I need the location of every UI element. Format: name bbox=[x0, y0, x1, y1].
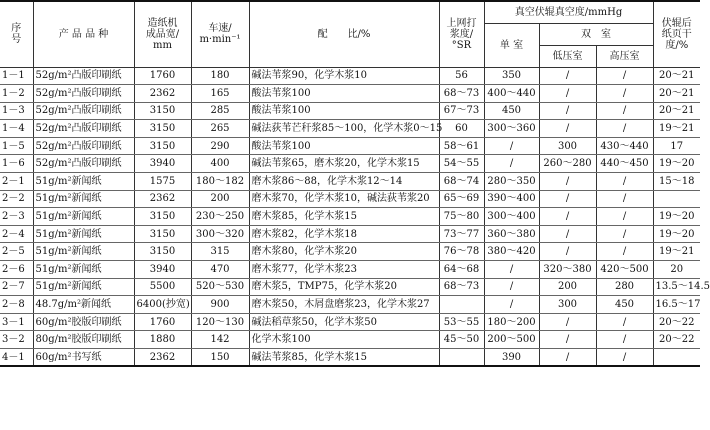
cell-width: 2362 bbox=[134, 190, 191, 208]
cell-width: 5500 bbox=[134, 278, 191, 296]
cell-dryness bbox=[653, 349, 700, 367]
table-row bbox=[0, 120, 700, 138]
cell-seq: 1－6 bbox=[0, 155, 33, 173]
cell-dryness: 19～21 bbox=[653, 120, 700, 138]
cell-width: 1575 bbox=[134, 173, 191, 191]
cell-width: 2362 bbox=[134, 349, 191, 367]
cell-speed: 165 bbox=[191, 85, 249, 103]
cell-dryness bbox=[653, 190, 700, 208]
table-row bbox=[0, 137, 700, 155]
cell-product: 51g/m²新闻纸 bbox=[33, 261, 134, 279]
cell-speed: 285 bbox=[191, 102, 249, 120]
cell-high: / bbox=[596, 313, 653, 331]
cell-high: / bbox=[596, 102, 653, 120]
cell-speed: 900 bbox=[191, 296, 249, 314]
header-speed bbox=[191, 1, 249, 67]
header-dryness-line1: 伏辊后 bbox=[661, 17, 692, 29]
cell-single: 300～400 bbox=[484, 208, 539, 226]
cell-product: 60g/m²胶版印刷纸 bbox=[33, 313, 134, 331]
header-seq-line2: 号 bbox=[11, 34, 22, 46]
cell-high: 430～440 bbox=[596, 137, 653, 155]
header-low: 低压室 bbox=[539, 45, 596, 67]
header-dryness-line2: 纸页干 bbox=[661, 28, 692, 40]
cell-width: 3150 bbox=[134, 243, 191, 261]
table-row bbox=[0, 208, 700, 226]
cell-high: / bbox=[596, 331, 653, 349]
cell-ratio: 碱法荻苇芒秆浆85～100，化学木浆0～15 bbox=[249, 120, 439, 138]
table-row bbox=[0, 173, 700, 191]
header-speed-line1: 车速/ bbox=[208, 23, 232, 35]
cell-seq: 3－2 bbox=[0, 331, 33, 349]
cell-dryness: 19～20 bbox=[653, 155, 700, 173]
table-row bbox=[0, 261, 700, 279]
header-beating bbox=[439, 1, 484, 67]
cell-seq: 2－5 bbox=[0, 243, 33, 261]
cell-low: / bbox=[539, 313, 596, 331]
cell-dryness: 20～21 bbox=[653, 67, 700, 85]
cell-beating: 64～68 bbox=[439, 261, 484, 279]
header-vacuum: 真空伏辊真空度/mmHg bbox=[484, 1, 653, 23]
cell-beating: 75～80 bbox=[439, 208, 484, 226]
cell-speed: 120～130 bbox=[191, 313, 249, 331]
cell-seq: 2－1 bbox=[0, 173, 33, 191]
cell-single: 180～200 bbox=[484, 313, 539, 331]
cell-product: 51g/m²新闻纸 bbox=[33, 208, 134, 226]
cell-speed: 520～530 bbox=[191, 278, 249, 296]
cell-single: 200～500 bbox=[484, 331, 539, 349]
cell-high: 450 bbox=[596, 296, 653, 314]
cell-single: / bbox=[484, 278, 539, 296]
cell-product: 51g/m²新闻纸 bbox=[33, 278, 134, 296]
cell-beating: 45～50 bbox=[439, 331, 484, 349]
header-beating-line2: 浆度/ bbox=[449, 28, 474, 40]
cell-beating: 68～73 bbox=[439, 85, 484, 103]
cell-ratio: 碱法苇浆85，化学木浆15 bbox=[249, 349, 439, 367]
cell-ratio: 酸法苇浆100 bbox=[249, 102, 439, 120]
cell-beating bbox=[439, 349, 484, 367]
cell-single: 360～380 bbox=[484, 225, 539, 243]
cell-beating: 56 bbox=[439, 67, 484, 85]
cell-product: 51g/m²新闻纸 bbox=[33, 173, 134, 191]
header-beating-line1: 上网打 bbox=[446, 17, 477, 29]
header-speed-line2: m·min⁻¹ bbox=[199, 34, 241, 46]
cell-beating: 53～55 bbox=[439, 313, 484, 331]
cell-speed: 290 bbox=[191, 137, 249, 155]
cell-single: / bbox=[484, 296, 539, 314]
cell-high: / bbox=[596, 120, 653, 138]
cell-low: / bbox=[539, 173, 596, 191]
cell-high: / bbox=[596, 349, 653, 367]
header-width bbox=[134, 1, 191, 67]
cell-speed: 470 bbox=[191, 261, 249, 279]
cell-dryness: 20 bbox=[653, 261, 700, 279]
cell-seq: 1－5 bbox=[0, 137, 33, 155]
header-dryness-line3: 度/% bbox=[665, 39, 689, 51]
table-row bbox=[0, 190, 700, 208]
cell-low: / bbox=[539, 67, 596, 85]
cell-beating bbox=[439, 296, 484, 314]
cell-width: 2362 bbox=[134, 85, 191, 103]
cell-width: 1880 bbox=[134, 331, 191, 349]
cell-product: 52g/m²凸版印刷纸 bbox=[33, 67, 134, 85]
cell-speed: 265 bbox=[191, 120, 249, 138]
header-variety: 产 品 品 种 bbox=[33, 1, 134, 67]
cell-single: 380～420 bbox=[484, 243, 539, 261]
cell-seq: 3－1 bbox=[0, 313, 33, 331]
cell-dryness: 20～22 bbox=[653, 313, 700, 331]
cell-dryness: 20～22 bbox=[653, 331, 700, 349]
cell-width: 3940 bbox=[134, 261, 191, 279]
cell-dryness: 15～18 bbox=[653, 173, 700, 191]
cell-ratio: 酸法苇浆100 bbox=[249, 137, 439, 155]
cell-product: 48.7g/m²新闻纸 bbox=[33, 296, 134, 314]
cell-low: 300 bbox=[539, 296, 596, 314]
cell-ratio: 磨木浆82，化学木浆18 bbox=[249, 225, 439, 243]
cell-seq: 2－6 bbox=[0, 261, 33, 279]
cell-single: 300～360 bbox=[484, 120, 539, 138]
cell-single: 350 bbox=[484, 67, 539, 85]
table-row bbox=[0, 313, 700, 331]
cell-high: / bbox=[596, 67, 653, 85]
cell-single: / bbox=[484, 155, 539, 173]
cell-dryness: 20～21 bbox=[653, 85, 700, 103]
header-dryness bbox=[653, 1, 700, 67]
cell-low: 260～280 bbox=[539, 155, 596, 173]
cell-dryness: 19～20 bbox=[653, 208, 700, 226]
cell-ratio: 磨木浆50，木屑盘磨浆23，化学木浆27 bbox=[249, 296, 439, 314]
cell-seq: 4－1 bbox=[0, 349, 33, 367]
header-high: 高压室 bbox=[596, 45, 653, 67]
table-row bbox=[0, 331, 700, 349]
cell-beating: 68～74 bbox=[439, 173, 484, 191]
header-width-line1: 造纸机 bbox=[147, 17, 178, 29]
cell-product: 51g/m²新闻纸 bbox=[33, 243, 134, 261]
cell-low: / bbox=[539, 85, 596, 103]
header-ratio: 配 比/% bbox=[249, 1, 439, 67]
table-row bbox=[0, 155, 700, 173]
cell-single: 390 bbox=[484, 349, 539, 367]
cell-single: / bbox=[484, 261, 539, 279]
cell-high: / bbox=[596, 85, 653, 103]
table-row bbox=[0, 278, 700, 296]
cell-seq: 1－4 bbox=[0, 120, 33, 138]
table-header bbox=[0, 1, 700, 67]
cell-speed: 400 bbox=[191, 155, 249, 173]
cell-ratio: 磨木浆77，化学木浆23 bbox=[249, 261, 439, 279]
cell-low: / bbox=[539, 225, 596, 243]
cell-low: 200 bbox=[539, 278, 596, 296]
table-row bbox=[0, 225, 700, 243]
cell-ratio: 化学木浆100 bbox=[249, 331, 439, 349]
table-row bbox=[0, 67, 700, 85]
cell-product: 52g/m²凸版印刷纸 bbox=[33, 155, 134, 173]
cell-width: 1760 bbox=[134, 67, 191, 85]
cell-low: / bbox=[539, 190, 596, 208]
cell-speed: 180 bbox=[191, 67, 249, 85]
header-single: 单 室 bbox=[484, 23, 539, 67]
cell-dryness: 19～20 bbox=[653, 225, 700, 243]
table-row bbox=[0, 102, 700, 120]
cell-low: 320～380 bbox=[539, 261, 596, 279]
cell-width: 3150 bbox=[134, 137, 191, 155]
cell-seq: 1－3 bbox=[0, 102, 33, 120]
cell-low: / bbox=[539, 102, 596, 120]
cell-width: 3150 bbox=[134, 208, 191, 226]
cell-ratio: 酸法苇浆100 bbox=[249, 85, 439, 103]
header-width-line3: mm bbox=[153, 39, 172, 51]
cell-width: 1760 bbox=[134, 313, 191, 331]
cell-ratio: 磨木浆70，化学木浆10，碱法荻苇浆20 bbox=[249, 190, 439, 208]
header-beating-line3: °SR bbox=[451, 39, 472, 51]
cell-beating: 58～61 bbox=[439, 137, 484, 155]
cell-speed: 315 bbox=[191, 243, 249, 261]
cell-ratio: 碱法苇浆90，化学木浆10 bbox=[249, 67, 439, 85]
cell-beating: 65～69 bbox=[439, 190, 484, 208]
cell-width: 6400(抄宽) bbox=[134, 296, 191, 314]
cell-single: 400～440 bbox=[484, 85, 539, 103]
cell-speed: 230～250 bbox=[191, 208, 249, 226]
cell-product: 52g/m²凸版印刷纸 bbox=[33, 102, 134, 120]
table-row bbox=[0, 85, 700, 103]
cell-seq: 2－7 bbox=[0, 278, 33, 296]
cell-beating: 68～73 bbox=[439, 278, 484, 296]
cell-dryness: 20～21 bbox=[653, 102, 700, 120]
cell-dryness: 17 bbox=[653, 137, 700, 155]
cell-dryness: 19～21 bbox=[653, 243, 700, 261]
cell-ratio: 碱法苇浆65，磨木浆20，化学木浆15 bbox=[249, 155, 439, 173]
cell-product: 51g/m²新闻纸 bbox=[33, 190, 134, 208]
cell-high: / bbox=[596, 173, 653, 191]
cell-low: / bbox=[539, 349, 596, 367]
cell-single: / bbox=[484, 137, 539, 155]
cell-seq: 1－2 bbox=[0, 85, 33, 103]
cell-width: 3150 bbox=[134, 120, 191, 138]
cell-width: 3150 bbox=[134, 225, 191, 243]
cell-seq: 1－1 bbox=[0, 67, 33, 85]
cell-single: 280～350 bbox=[484, 173, 539, 191]
table-row bbox=[0, 296, 700, 314]
cell-product: 60g/m²书写纸 bbox=[33, 349, 134, 367]
cell-product: 52g/m²凸版印刷纸 bbox=[33, 85, 134, 103]
cell-beating: 60 bbox=[439, 120, 484, 138]
table-row bbox=[0, 349, 700, 367]
cell-beating: 73～77 bbox=[439, 225, 484, 243]
table-row bbox=[0, 243, 700, 261]
cell-ratio: 磨木浆5，TMP75，化学木浆20 bbox=[249, 278, 439, 296]
cell-speed: 180～182 bbox=[191, 173, 249, 191]
cell-width: 3940 bbox=[134, 155, 191, 173]
cell-speed: 142 bbox=[191, 331, 249, 349]
cell-single: 450 bbox=[484, 102, 539, 120]
cell-low: / bbox=[539, 120, 596, 138]
cell-width: 3150 bbox=[134, 102, 191, 120]
cell-ratio: 磨木浆85，化学木浆15 bbox=[249, 208, 439, 226]
header-width-line2: 成品宽/ bbox=[145, 28, 180, 40]
cell-high: / bbox=[596, 243, 653, 261]
cell-dryness: 16.5～17 bbox=[653, 296, 700, 314]
cell-seq: 2－3 bbox=[0, 208, 33, 226]
cell-ratio: 磨木浆80，化学木浆20 bbox=[249, 243, 439, 261]
cell-high: / bbox=[596, 190, 653, 208]
cell-beating: 76～78 bbox=[439, 243, 484, 261]
cell-speed: 200 bbox=[191, 190, 249, 208]
cell-product: 51g/m²新闻纸 bbox=[33, 225, 134, 243]
cell-low: / bbox=[539, 208, 596, 226]
cell-high: 440～450 bbox=[596, 155, 653, 173]
cell-seq: 2－2 bbox=[0, 190, 33, 208]
cell-product: 80g/m²胶版印刷纸 bbox=[33, 331, 134, 349]
header-seq bbox=[0, 1, 33, 67]
cell-low: / bbox=[539, 331, 596, 349]
cell-ratio: 碱法稻草浆50，化学木浆50 bbox=[249, 313, 439, 331]
header-double: 双 室 bbox=[539, 23, 653, 45]
cell-high: 420～500 bbox=[596, 261, 653, 279]
header-seq-line1: 序 bbox=[11, 23, 22, 35]
cell-speed: 300～320 bbox=[191, 225, 249, 243]
cell-low: / bbox=[539, 243, 596, 261]
cell-seq: 2－4 bbox=[0, 225, 33, 243]
cell-beating: 54～55 bbox=[439, 155, 484, 173]
cell-seq: 2－8 bbox=[0, 296, 33, 314]
cell-product: 52g/m²凸版印刷纸 bbox=[33, 137, 134, 155]
table-body bbox=[0, 67, 710, 366]
cell-high: 280 bbox=[596, 278, 653, 296]
cell-single: 390～400 bbox=[484, 190, 539, 208]
cell-beating: 67～73 bbox=[439, 102, 484, 120]
cell-dryness: 13.5～14.5 bbox=[653, 278, 700, 296]
cell-high: / bbox=[596, 225, 653, 243]
cell-high: / bbox=[596, 208, 653, 226]
cell-ratio: 磨木浆86～88，化学木浆12～14 bbox=[249, 173, 439, 191]
cell-low: 300 bbox=[539, 137, 596, 155]
cell-product: 52g/m²凸版印刷纸 bbox=[33, 120, 134, 138]
cell-speed: 150 bbox=[191, 349, 249, 367]
